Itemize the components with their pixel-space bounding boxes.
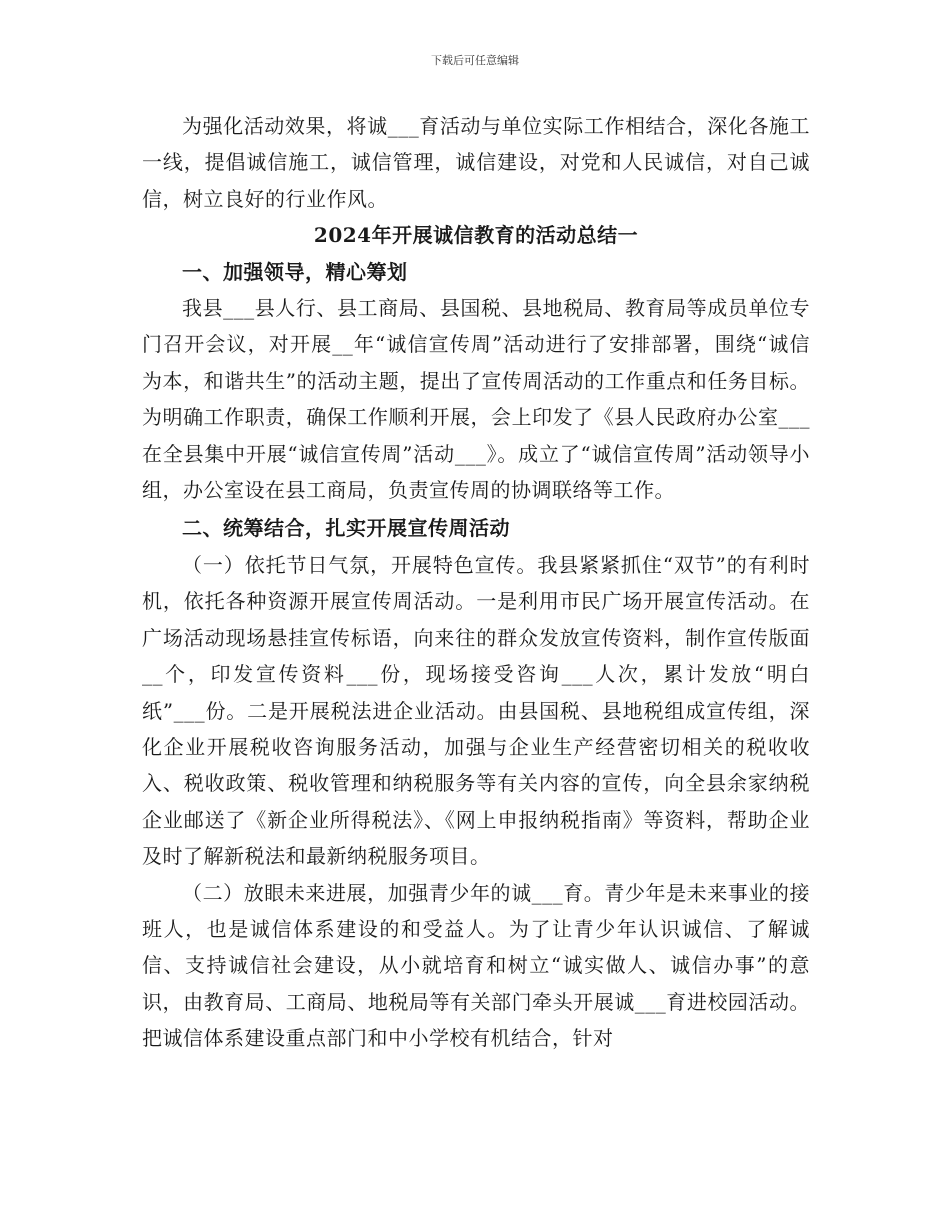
section-2-heading: 二、统筹结合，扎实开展宣传周活动 xyxy=(182,516,510,541)
section-2-paragraph-2: （二）放眼未来进展，加强青少年的诚___育。青少年是未来事业的接班人，也是诚信体系建设的和受益人。为了让青少年认识诚信、了解诚信、支持诚信社会建设，从小就培育和树立“诚实做人、诚信办事”的意识，由教育局、工商局、地税局等有关部门牵头开展诚___育进校园活动。把诚信体系建设重点部门和中小学校有机结合，针对 xyxy=(142,880,810,1051)
section-1-paragraph: 我县___县人行、县工商局、县国税、县地税局、教育局等成员单位专门召开会议，对开展__年“诚信宣传周”活动进行了安排部署，围绕“诚信为本，和谐共生”的活动主题，提出了宣传周活动的工作重点和任务目标。为明确工作职责，确保工作顺利开展，会上印发了《县人民政府办公室___在全县集中开展“诚信宣传周”活动___》。成立了“诚信宣传周”活动领导小组，办公室设在县工商局，负责宣传周的协调联络等工作。 xyxy=(142,296,810,503)
document-title: 2024年开展诚信教育的活动总结一 xyxy=(313,223,639,248)
intro-paragraph: 为强化活动效果，将诚___育活动与单位实际工作相结合，深化各施工一线，提倡诚信施工，诚信管理，诚信建设，对党和人民诚信，对自己诚信，树立良好的行业作风。 xyxy=(142,114,810,211)
section-1-heading: 一、加强领导，精心筹划 xyxy=(182,259,408,284)
page-header-note: 下载后可任意编辑 xyxy=(431,54,519,67)
section-2-paragraph-1: （一）依托节日气氛，开展特色宣传。我县紧紧抓住“双节”的有利时机，依托各种资源开展宣传周活动。一是利用市民广场开展宣传活动。在广场活动现场悬挂宣传标语，向来往的群众发放宣传资料，制作宣传版面__个，印发宣传资料___份，现场接受咨询___人次，累计发放“明白纸”___份。二是开展税法进企业活动。由县国税、县地税组成宣传组，深化企业开展税收咨询服务活动，加强与企业生产经营密切相关的税收收入、税收政策、税收管理和纳税服务等有关内容的宣传，向全县余家纳税企业邮送了《新企业所得税法》、《网上申报纳税指南》等资料，帮助企业及时了解新税法和最新纳税服务项目。 xyxy=(142,552,810,869)
document-body xyxy=(142,108,810,1057)
